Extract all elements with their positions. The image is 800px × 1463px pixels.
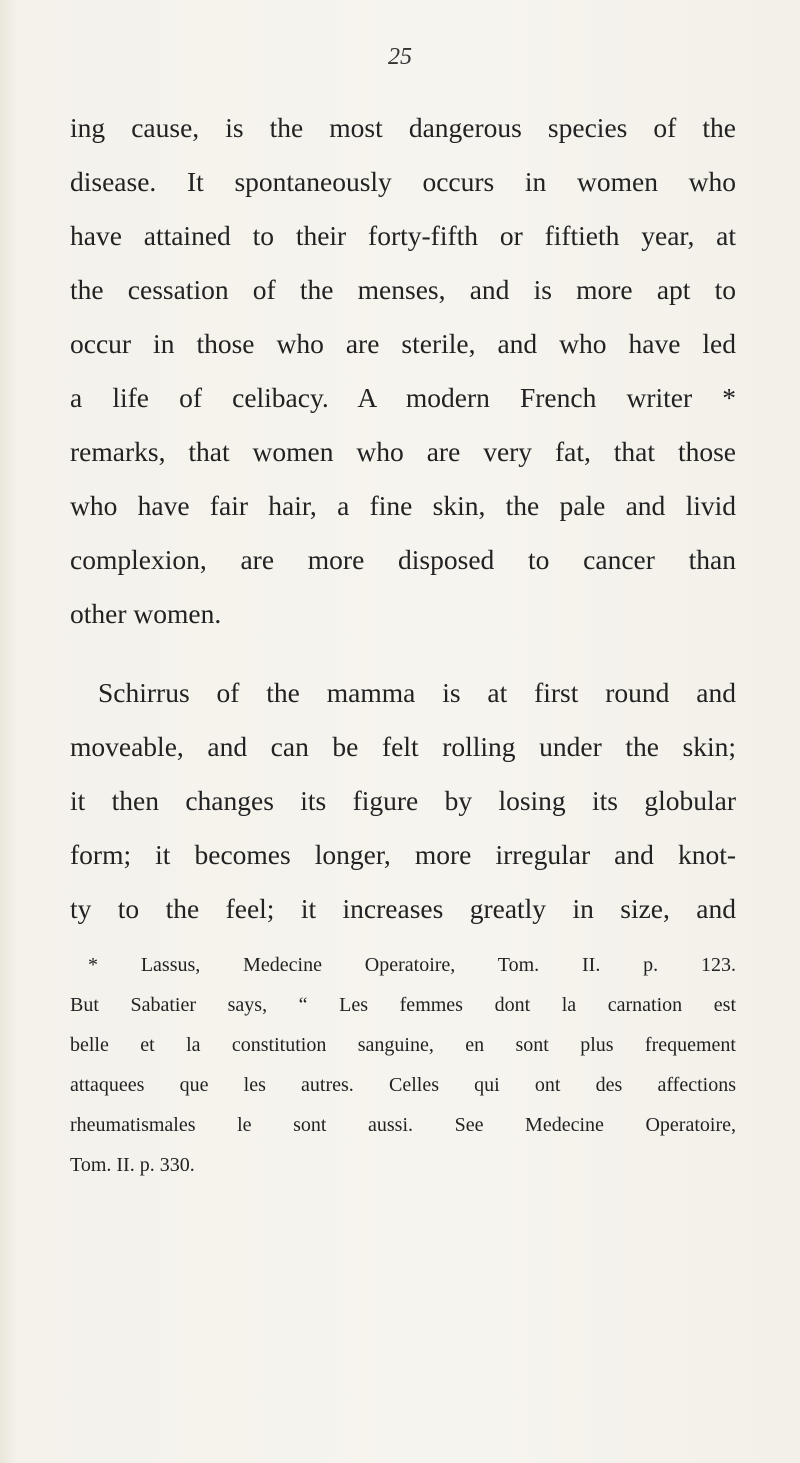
text-line: it then changes its figure by losing its globular [70, 785, 736, 816]
text-line: have attained to their forty-fifth or fiftieth year, at [70, 220, 736, 251]
text-line: ing cause, is the most dangerous species of the [70, 112, 736, 143]
text-line: moveable, and can be felt rolling under the skin; [70, 731, 736, 762]
text-line: the cessation of the menses, and is more apt to [70, 274, 736, 305]
text-line: disease. It spontaneously occurs in women who [70, 166, 736, 197]
text-line: complexion, are more disposed to cancer than [70, 544, 736, 575]
text-line: ty to the feel; it increases greatly in size, and [70, 893, 736, 924]
text-line: remarks, that women who are very fat, that those [70, 436, 736, 467]
footnote-line: rheumatismales le sont aussi. See Medecine Operatoire, [70, 1114, 736, 1136]
page-number: 25 [388, 44, 412, 70]
footnote-line: attaquees que les autres. Celles qui ont des affections [70, 1074, 736, 1096]
text-line: Schirrus of the mamma is at first round and [98, 677, 736, 708]
text-line: who have fair hair, a fine skin, the pale and livid [70, 490, 736, 521]
footnote-line: Tom. II. p. 330. [70, 1154, 195, 1176]
text-line: a life of celibacy. A modern French writer * [70, 382, 736, 413]
text-line: other women. [70, 598, 222, 629]
text-line: occur in those who are sterile, and who have led [70, 328, 736, 359]
footnote-line: * Lassus, Medecine Operatoire, Tom. II. p. 123. [88, 954, 736, 976]
footnote-line: belle et la constitution sanguine, en sont plus frequement [70, 1034, 736, 1056]
text-line: form; it becomes longer, more irregular and knot- [70, 839, 736, 870]
footnote-line: But Sabatier says, “ Les femmes dont la carnation est [70, 994, 736, 1016]
